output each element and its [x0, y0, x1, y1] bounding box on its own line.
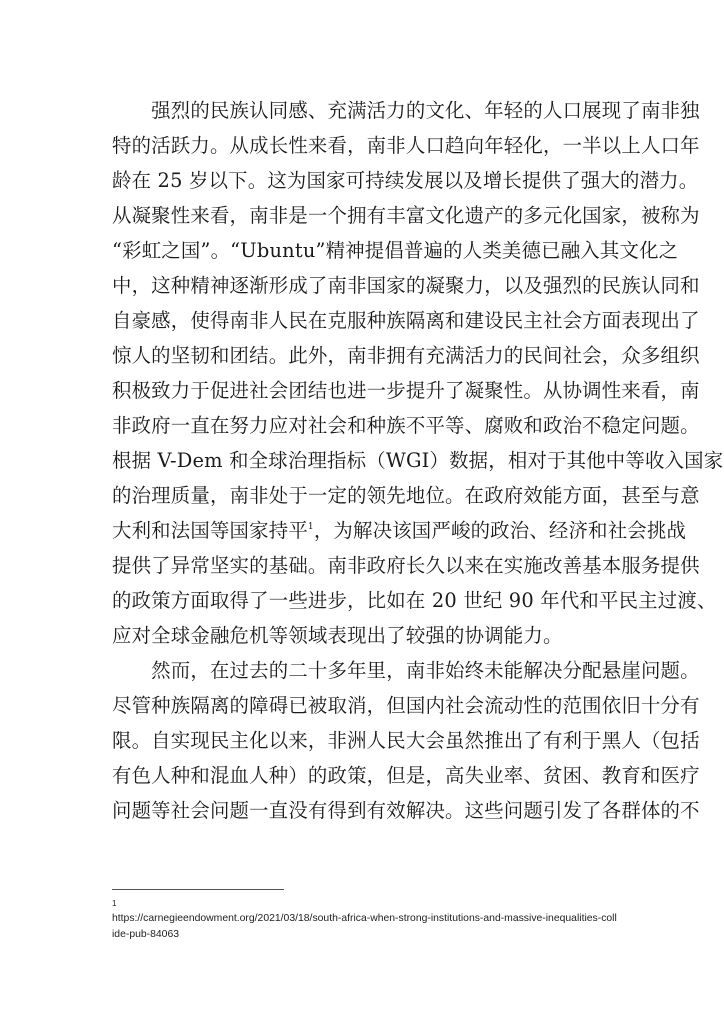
- body-line-5: “彩虹之国”。“Ubuntu”精神提倡普遍的人类美德已融入其文化之: [112, 239, 679, 262]
- footnote-reference[interactable]: 1: [307, 522, 314, 532]
- body-line-13: [112, 519, 687, 542]
- footnote-separator: [112, 889, 284, 890]
- body-line-15: 的政策方面取得了一些进步，比如在 20 世纪 90 年代和平民主过渡、: [112, 589, 717, 612]
- body-line-17: 然而，在过去的二十多年里，南非始终未能解决分配悬崖问题。: [112, 659, 700, 682]
- body-line-4: 从凝聚性来看，南非是一个拥有丰富文化遗产的多元化国家，被称为: [112, 204, 700, 227]
- body-line-13-text: 大利和法国等国家持平: [112, 519, 308, 542]
- footnote-link[interactable]: [112, 911, 617, 943]
- body-line-7: 自豪感，使得南非人民在克服种族隔离和建设民主社会方面表现出了: [112, 309, 700, 332]
- body-line-3: 龄在 25 岁以下。这为国家可持续发展以及增长提供了强大的潜力。: [112, 169, 699, 192]
- body-line-20: 有色人种和混血人种）的政策，但是，高失业率、贫困、教育和医疗: [112, 764, 700, 787]
- footnote-url-line-2: ide-pub-84063: [112, 929, 180, 940]
- body-line-18: 尽管种族隔离的障碍已被取消，但国内社会流动性的范围依旧十分有: [112, 694, 700, 717]
- footnote-marker: 1: [112, 899, 117, 908]
- body-line-10: 非政府一直在努力应对社会和种族不平等、腐败和政治不稳定问题。: [112, 414, 700, 437]
- body-line-12: 的治理质量，南非处于一定的领先地位。在政府效能方面，甚至与意: [112, 484, 700, 507]
- body-line-9: 积极致力于促进社会团结也进一步提升了凝聚性。从协调性来看，南: [112, 379, 700, 402]
- body-line-14: 提供了异常坚实的基础。南非政府长久以来在实施改善基本服务提供: [112, 554, 700, 577]
- footnote-url-line-1: https://carnegieendowment.org/2021/03/18/south-africa-when-strong-institutions-and-massive-inequalities-coll: [112, 913, 617, 924]
- body-line-8: 惊人的坚韧和团结。此外，南非拥有充满活力的民间社会，众多组织: [112, 344, 700, 367]
- body-line-16: 应对全球金融危机等领域表现出了较强的协调能力。: [112, 624, 563, 647]
- body-line-21: 问题等社会问题一直没有得到有效解决。这些问题引发了各群体的不: [112, 799, 700, 822]
- body-line-13-rest: ，为解决该国严峻的政治、经济和社会挑战: [313, 519, 687, 542]
- body-line-11: 根据 V-Dem 和全球治理指标（WGI）数据，相对于其他中等收入国家: [112, 449, 724, 472]
- body-line-2: 特的活跃力。从成长性来看，南非人口趋向年轻化，一半以上人口年: [112, 134, 700, 157]
- body-line-6: 中，这种精神逐渐形成了南非国家的凝聚力，以及强烈的民族认同和: [112, 274, 700, 297]
- body-line-1: 强烈的民族认同感、充满活力的文化、年轻的人口展现了南非独: [112, 99, 700, 122]
- body-line-19: 限。自实现民主化以来，非洲人民大会虽然推出了有利于黑人（包括: [112, 729, 700, 752]
